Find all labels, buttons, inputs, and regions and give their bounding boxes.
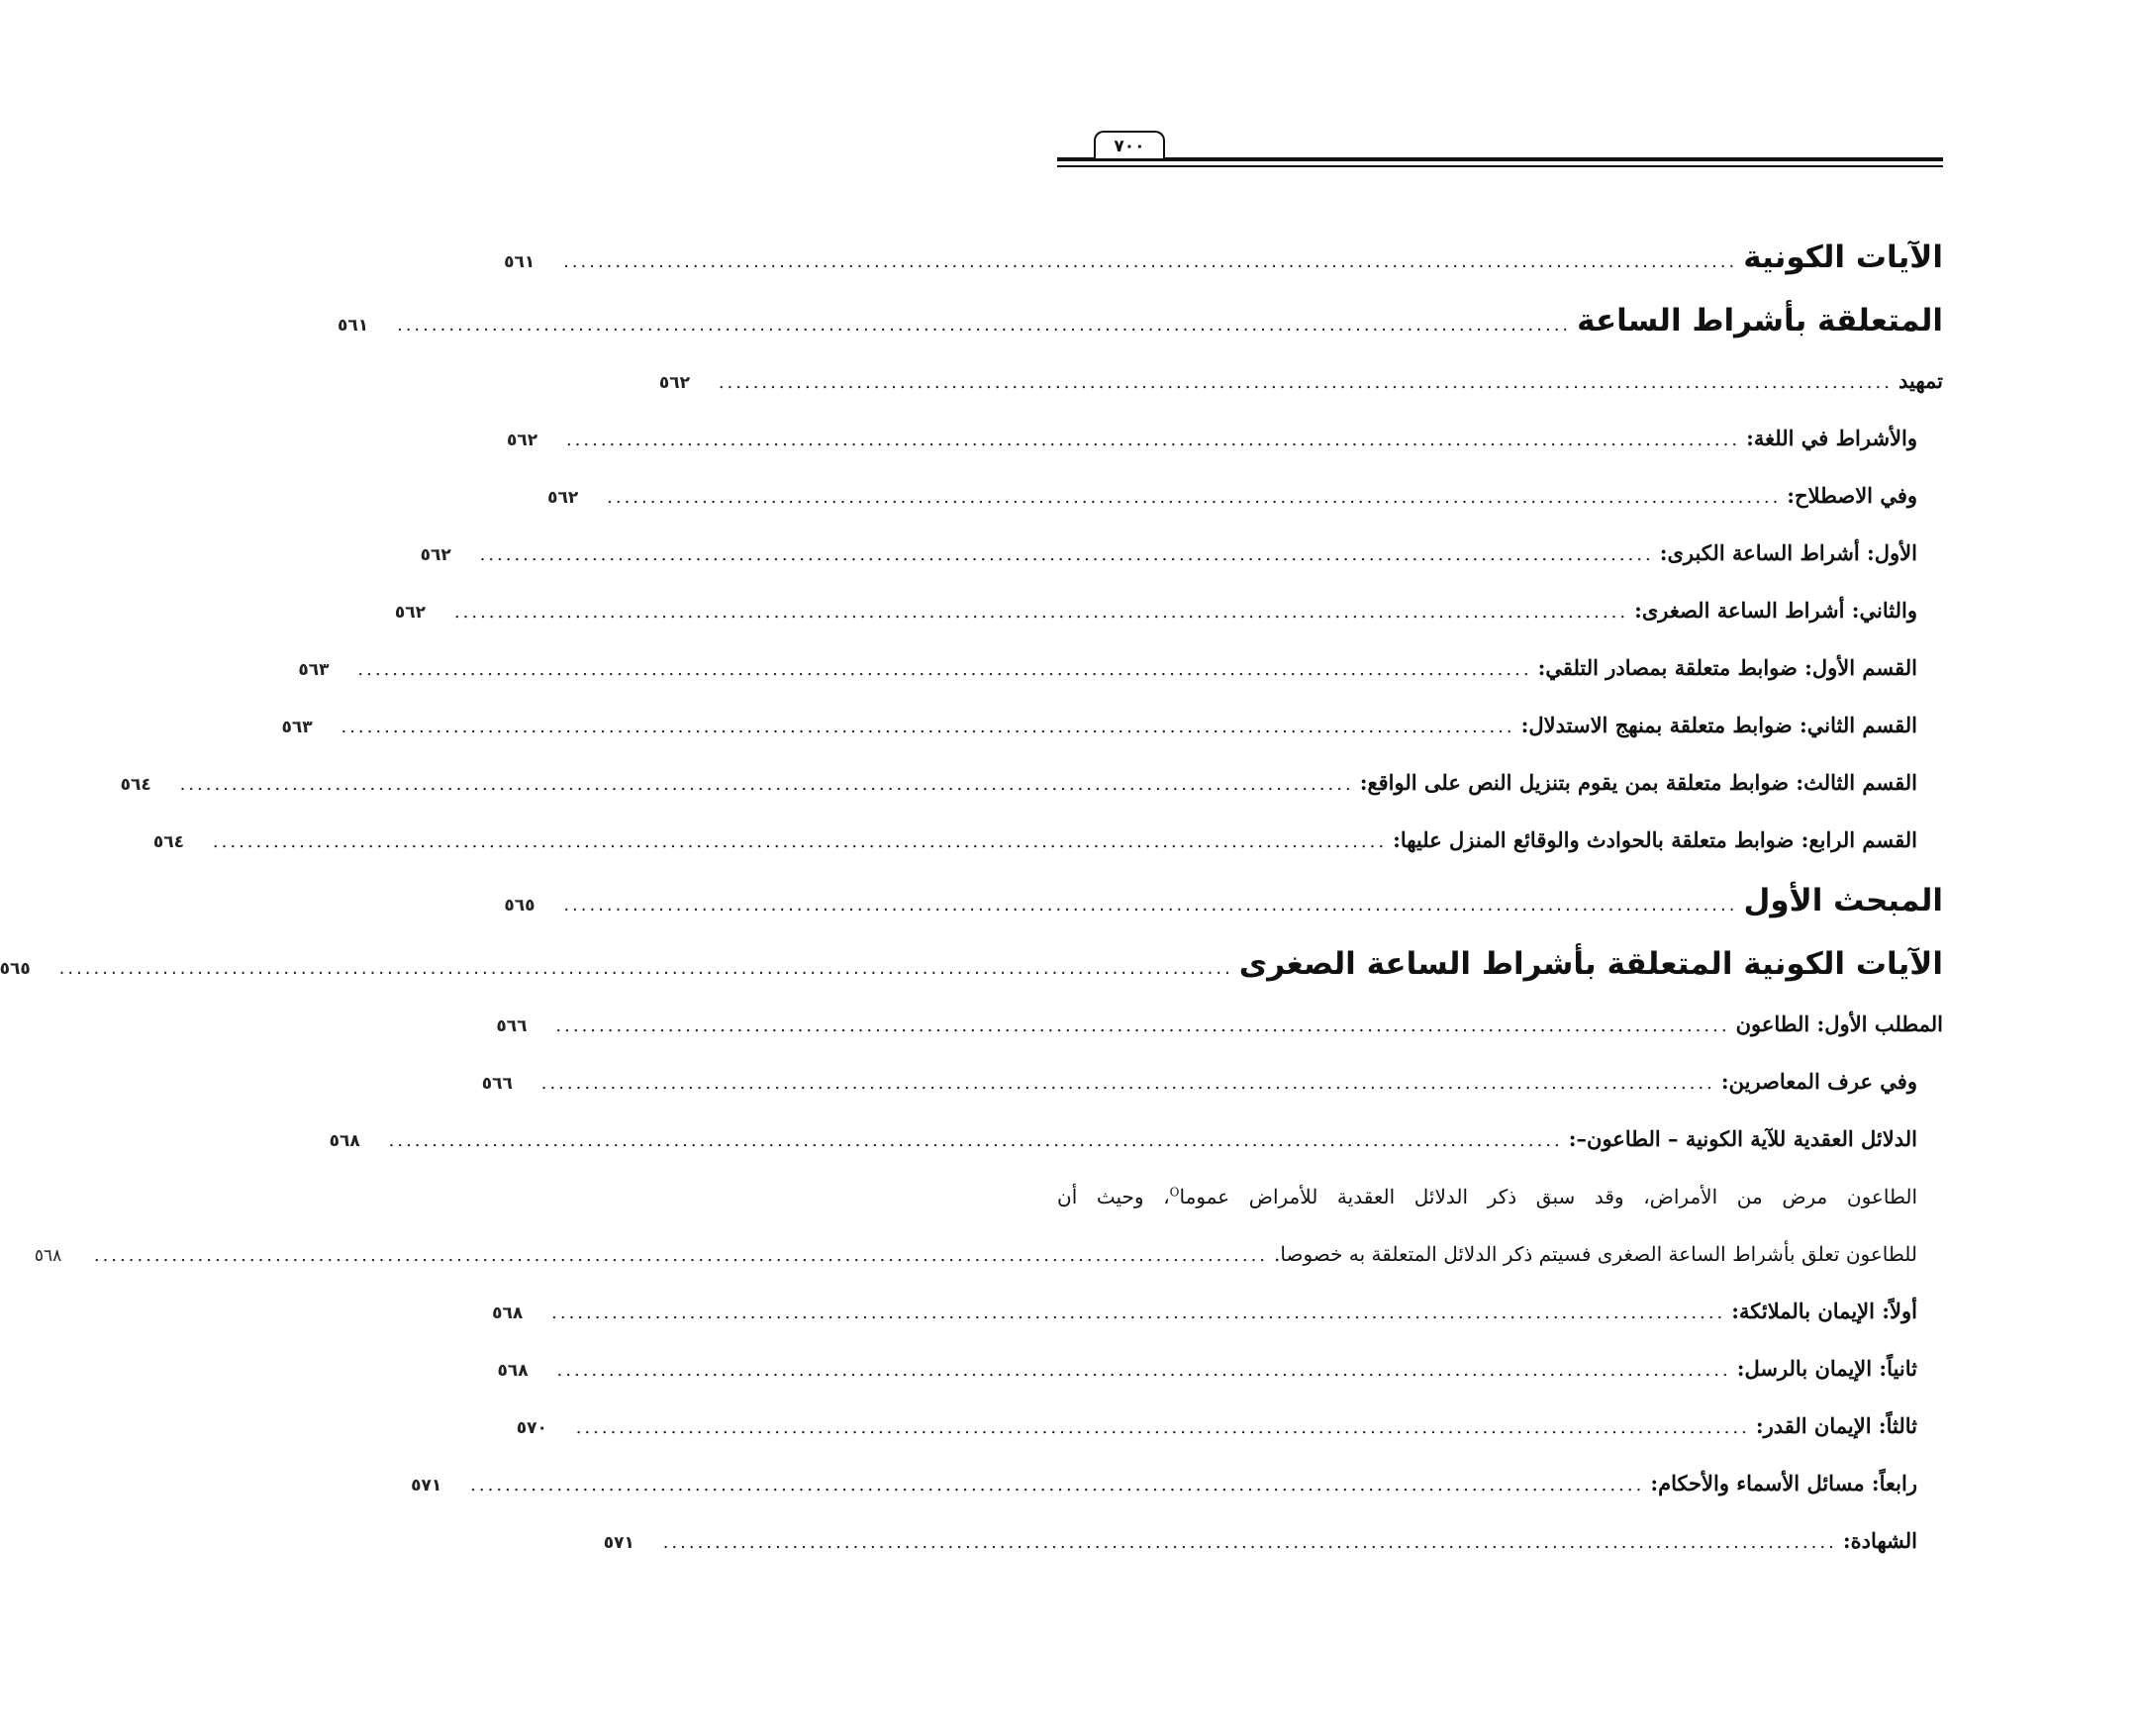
toc-entry-title: الدلائل العقدية للآية الكونية – الطاعون–: [1568,1126,1917,1151]
toc-entry-title-rest: : أشراط الساعة الكبرى: [1659,540,1875,565]
toc-entry[interactable] [298,639,1943,697]
toc-entry-page: ٥٧١ [603,1533,634,1553]
toc-entry-title: المتعلقة بأشراط الساعة [1577,303,1943,338]
toc-leader: ........................................................................................................................................ [540,1073,1715,1094]
toc-leader: ........................................................................................................................................ [555,1015,1730,1036]
toc-paragraph-line [34,1225,1917,1283]
toc-entry-title [1731,1283,1917,1340]
toc-paragraph-text-tail: ، وحيث أن [1057,1185,1170,1208]
toc-entry[interactable] [492,1283,1943,1340]
toc-entry[interactable] [506,410,1943,467]
toc-entry-title: الشهادة: [1842,1528,1917,1553]
toc-leader: ........................................................................................................................................ [212,831,1388,852]
toc-entry-title-strong: رابعاً [1879,1471,1917,1495]
toc-entry-page: ٥٦٢ [658,373,690,393]
toc-leader: ........................................................................................................................................ [718,372,1893,393]
toc-entry[interactable] [547,467,1943,525]
toc-entry[interactable] [152,812,1943,869]
toc-entry-page: ٥٦٦ [496,1016,528,1036]
toc-entry-page: ٥٦٤ [120,775,151,795]
toc-entry-title [1736,996,1943,1053]
toc-entry-title: الآيات الكونية المتعلقة بأشراط الساعة الصغرى [1238,946,1943,982]
toc-entry-title-rest: : مسائل الأسماء والأحكام: [1650,1471,1880,1495]
footnote-marker: O [1169,1185,1180,1200]
page-number: ٧٠٠ [1094,131,1165,158]
toc-entry[interactable] [0,932,1943,996]
toc-entry-title-rest: : الإيمان بالملائكة: [1731,1299,1891,1323]
toc-leader: ........................................................................................................................................ [357,659,1532,680]
toc-entry-title-strong: القسم الثالث [1803,770,1917,795]
toc-leader: ........................................................................................................................................ [388,1130,1563,1151]
toc-leader: ........................................................................................................................................ [470,1475,1645,1495]
toc-entry-title: تمهيد [1898,368,1943,393]
toc-entry[interactable] [481,1053,1943,1110]
toc-entry[interactable] [504,226,1943,289]
toc-entry-page: ٥٦٢ [420,545,451,565]
toc-entry-title-strong: ثالثاً [1886,1413,1917,1438]
toc-entry-page: ٥٧١ [411,1476,442,1495]
toc-entry-title [1737,1340,1917,1398]
toc-entry-page: ٥٦٢ [394,603,427,623]
toc-entry-title-strong: القسم الرابع [1808,827,1917,852]
toc-entry[interactable] [411,1455,1943,1512]
toc-entry-page: ٥٦٨ [329,1131,360,1151]
toc-entry-title: والأشراط في اللغة: [1746,426,1917,450]
toc-entry-page: ٥٦٣ [281,718,313,737]
toc-entry[interactable] [337,289,1943,352]
toc-entry[interactable] [394,582,1943,639]
toc-entry-title-strong: أولاً [1890,1299,1917,1323]
toc-entry-title-strong: ثانياً [1887,1356,1917,1381]
toc-entry-page: ٥٦١ [337,316,369,336]
toc-entry-page: ٥٦٥ [504,896,535,916]
toc-entry[interactable] [497,1340,1943,1398]
toc-leader: ........................................................................................................................................ [607,487,1782,508]
toc-leader: ........................................................................................................................................ [58,958,1233,979]
toc-entry-title-rest: : ضوابط متعلقة بمن يقوم بتنزيل النص على الواقع: [1359,770,1804,795]
toc-leader: ........................................................................................................................................ [565,430,1741,450]
toc-entry-page: ٥٦٢ [547,488,579,508]
toc-entry-page: ٥٦٤ [152,832,185,852]
toc-entry[interactable] [658,352,1943,410]
toc-entry[interactable] [329,1110,1943,1168]
toc-leader: ........................................................................................................................................ [396,315,1572,336]
toc-leader: ........................................................................................................................................ [556,1360,1731,1381]
toc-leader: ........................................................................................................................................ [551,1302,1726,1323]
toc-leader: ........................................................................................................................................ [575,1417,1750,1438]
toc-entry[interactable] [496,996,1943,1053]
toc-entry-title [1660,525,1917,582]
toc-leader: ........................................................................................................................................ [453,602,1629,623]
toc-entry-title [1756,1398,1917,1455]
toc-paragraph-entry[interactable] [34,1168,1943,1283]
toc-entry-page: ٥٦٣ [298,660,330,680]
toc-entry-title [1393,812,1917,869]
toc-entry[interactable] [516,1398,1943,1455]
header-rule-thin [1057,165,1943,167]
toc-entry-title-rest: : الإيمان بالرسل: [1736,1356,1888,1381]
toc-entry[interactable] [120,754,1943,812]
toc-entry-page: ٥٦٥ [0,959,31,979]
toc-entry-title [1360,754,1917,812]
toc-entry-title-strong: والثاني [1859,598,1917,623]
toc-entry-title-strong: القسم الأول [1811,655,1917,680]
toc-entry-title-strong: المطلب الأول [1824,1012,1943,1036]
toc-entry-title [1650,1455,1917,1512]
toc-entry-title-strong: القسم الثاني [1806,713,1917,737]
toc-entry-page: ٥٦٨ [497,1361,529,1381]
page-header [1057,121,1943,170]
toc-leader: ........................................................................................................................................ [179,774,1354,795]
toc-entry-page: ٥٦١ [504,252,535,272]
toc-paragraph-text: الطاعون مرض من الأمراض، وقد سبق ذكر الدلائل العقدية للأمراض عموما [1179,1185,1918,1208]
toc-leader: ........................................................................................................................................ [479,544,1654,565]
toc-entry-page: ٥٦٢ [506,431,538,450]
table-of-contents [0,226,1943,1570]
toc-entry-title [1634,582,1917,639]
toc-entry-title [1521,697,1917,754]
toc-entry-page: ٥٦٦ [481,1074,513,1094]
toc-entry[interactable] [603,1512,1943,1570]
toc-entry[interactable] [420,525,1943,582]
toc-entry-page: ٥٦٨ [492,1303,524,1323]
toc-leader: ........................................................................................................................................ [563,251,1738,272]
toc-entry-title-rest: : ضوابط متعلقة بمنهج الاستدلال: [1520,713,1807,737]
toc-paragraph-text: للطاعون تعلق بأشراط الساعة الصغرى فسيتم ذكر الدلائل المتعلقة به خصوصا. [1274,1242,1917,1266]
toc-entry-title-rest: : ضوابط متعلقة بالحوادث والوقائع المنزل عليها: [1393,827,1809,852]
toc-entry-title-rest: : ضوابط متعلقة بمصادر التلقي: [1537,655,1812,680]
toc-entry-title-strong: الأول [1874,540,1917,565]
toc-entry[interactable] [504,869,1943,932]
toc-entry-title: الآيات الكونية [1743,240,1943,275]
toc-entry-title: وفي عرف المعاصرين: [1720,1069,1917,1094]
toc-entry-title: وفي الاصطلاح: [1787,483,1917,508]
header-rule-thick [1057,157,1943,161]
toc-leader: ........................................................................................................................................ [93,1245,1269,1266]
toc-entry-title: المبحث الأول [1743,883,1943,918]
toc-leader: ........................................................................................................................................ [662,1532,1837,1553]
toc-entry-page: ٥٦٨ [34,1246,62,1266]
toc-paragraph-line [1057,1168,1917,1225]
toc-entry-title-rest: : الطاعون [1735,1012,1825,1036]
toc-leader: ........................................................................................................................................ [563,895,1738,916]
toc-leader: ........................................................................................................................................ [341,717,1515,737]
toc-entry-title-rest: : الإيمان القدر: [1755,1413,1887,1438]
toc-entry[interactable] [281,697,1943,754]
toc-entry-title [1538,639,1917,697]
toc-entry-title-rest: : أشراط الساعة الصغرى: [1634,598,1860,623]
toc-entry-page: ٥٧٠ [516,1418,547,1438]
